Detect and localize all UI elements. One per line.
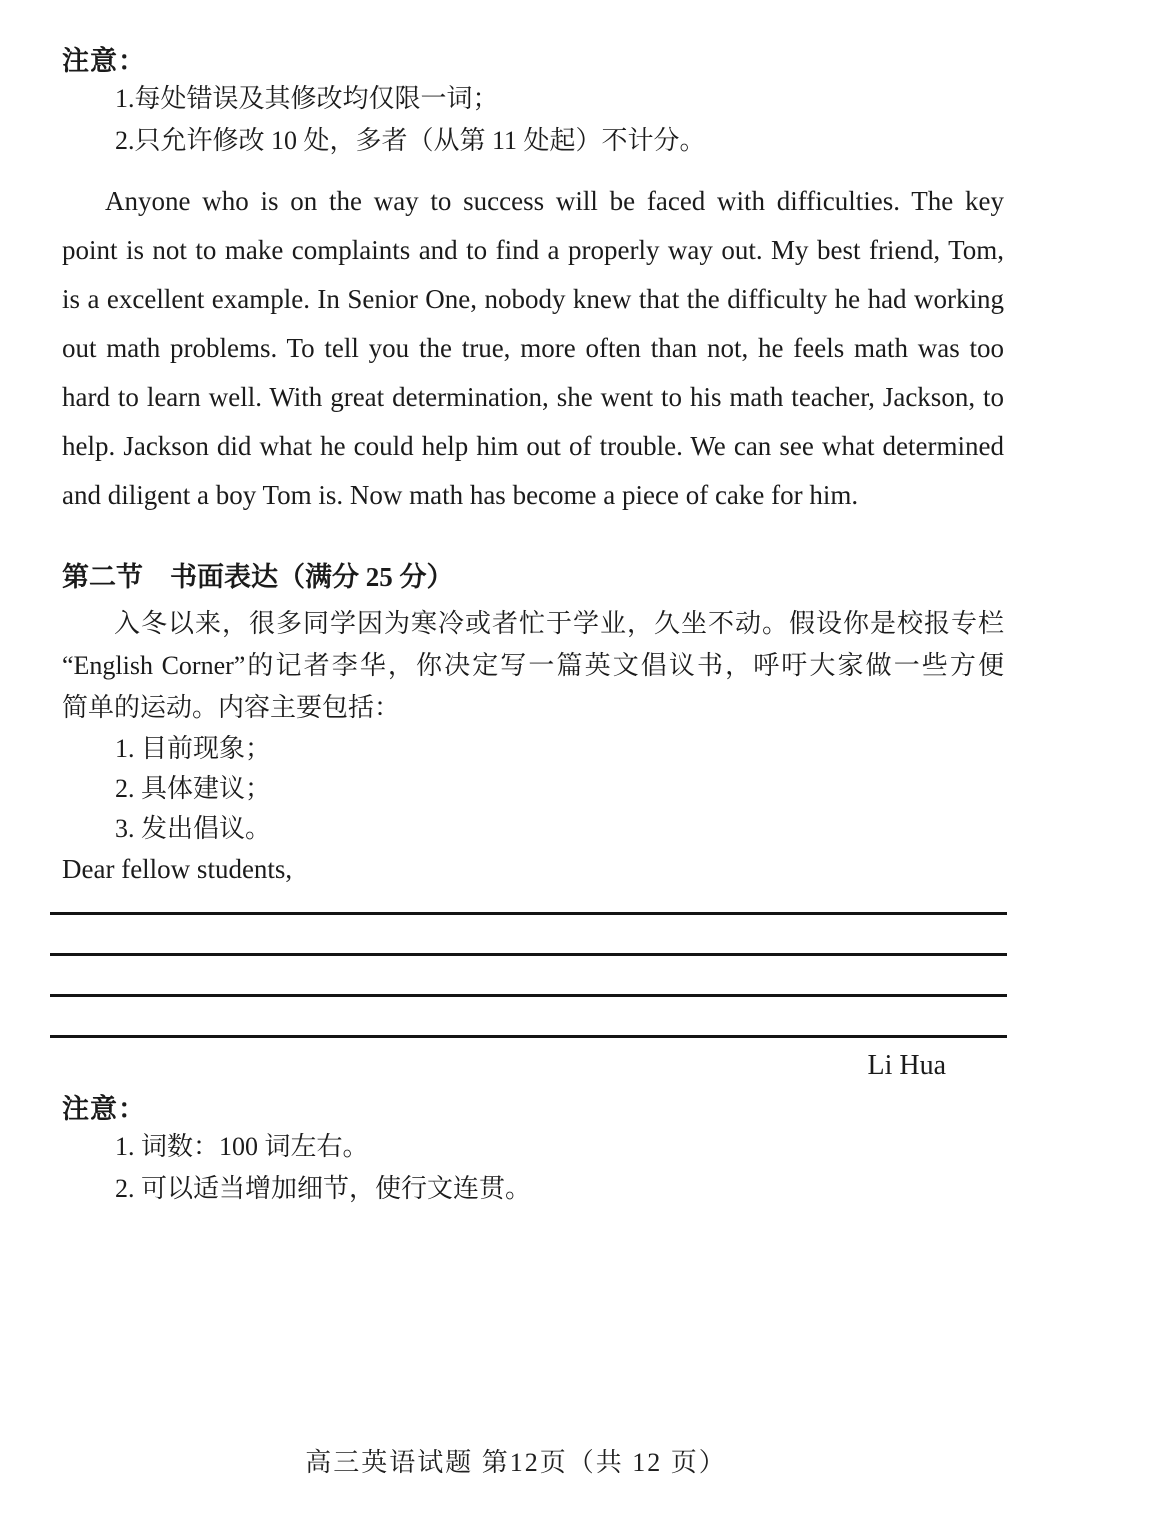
writing-line xyxy=(50,1035,1007,1038)
passage-line: point is not to make complaints and to find a properly way out. My best friend, Tom, xyxy=(62,235,1004,265)
writing-line xyxy=(50,953,1007,956)
notice-top-title: 注意： xyxy=(62,46,146,76)
passage-line: and diligent a boy Tom is. Now math has become a piece of cake for him. xyxy=(62,480,859,510)
notice-bottom-item-2: 2. 可以适当增加细节，使行文连贯。 xyxy=(115,1174,532,1203)
notice-bottom-item-1: 1. 词数：100 词左右。 xyxy=(115,1132,369,1161)
signature: Li Hua xyxy=(867,1050,946,1081)
salutation: Dear fellow students, xyxy=(62,854,293,884)
notice-top-item-1: 1.每处错误及其修改均仅限一词； xyxy=(115,84,499,113)
writing-line xyxy=(50,994,1007,997)
passage-line: help. Jackson did what he could help him out of trouble. We can see what determined xyxy=(62,431,1004,461)
notice-bottom-title: 注意： xyxy=(62,1094,146,1124)
passage-line: out math problems. To tell you the true, more often than not, he feels math was too xyxy=(62,333,1004,363)
section-heading: 第二节 书面表达（满分 25 分） xyxy=(62,562,454,592)
prompt-point-1: 1. 目前现象； xyxy=(115,734,272,763)
error-correction-passage xyxy=(62,177,1004,520)
prompt-point-2: 2. 具体建议； xyxy=(115,774,272,803)
passage-line: is a excellent example. In Senior One, nobody knew that the difficulty he had working xyxy=(62,284,1004,314)
notice-bottom xyxy=(62,1092,1004,1210)
answer-lines xyxy=(50,912,1007,1038)
prompt-line: “English Corner”的记者李华，你决定写一篇英文倡议书，呼吁大家做一些方便 xyxy=(62,651,1004,680)
passage-line: Anyone who is on the way to success will be faced with difficulties. The key xyxy=(105,186,1004,216)
prompt-line: 简单的运动。内容主要包括： xyxy=(62,693,401,722)
page-footer: 高三英语试题 第12页（共 12 页） xyxy=(305,1448,727,1477)
notice-top xyxy=(62,44,1004,162)
writing-line xyxy=(50,912,1007,915)
prompt-line: 入冬以来，很多同学因为寒冷或者忙于学业，久坐不动。假设你是校报专栏 xyxy=(114,609,1004,638)
writing-prompt xyxy=(62,603,1004,849)
notice-top-item-2: 2.只允许修改 10 处，多者（从第 11 处起）不计分。 xyxy=(115,126,706,155)
passage-line: hard to learn well. With great determination, she went to his math teacher, Jackson, to xyxy=(62,382,1004,412)
prompt-point-3: 3. 发出倡议。 xyxy=(115,814,272,843)
